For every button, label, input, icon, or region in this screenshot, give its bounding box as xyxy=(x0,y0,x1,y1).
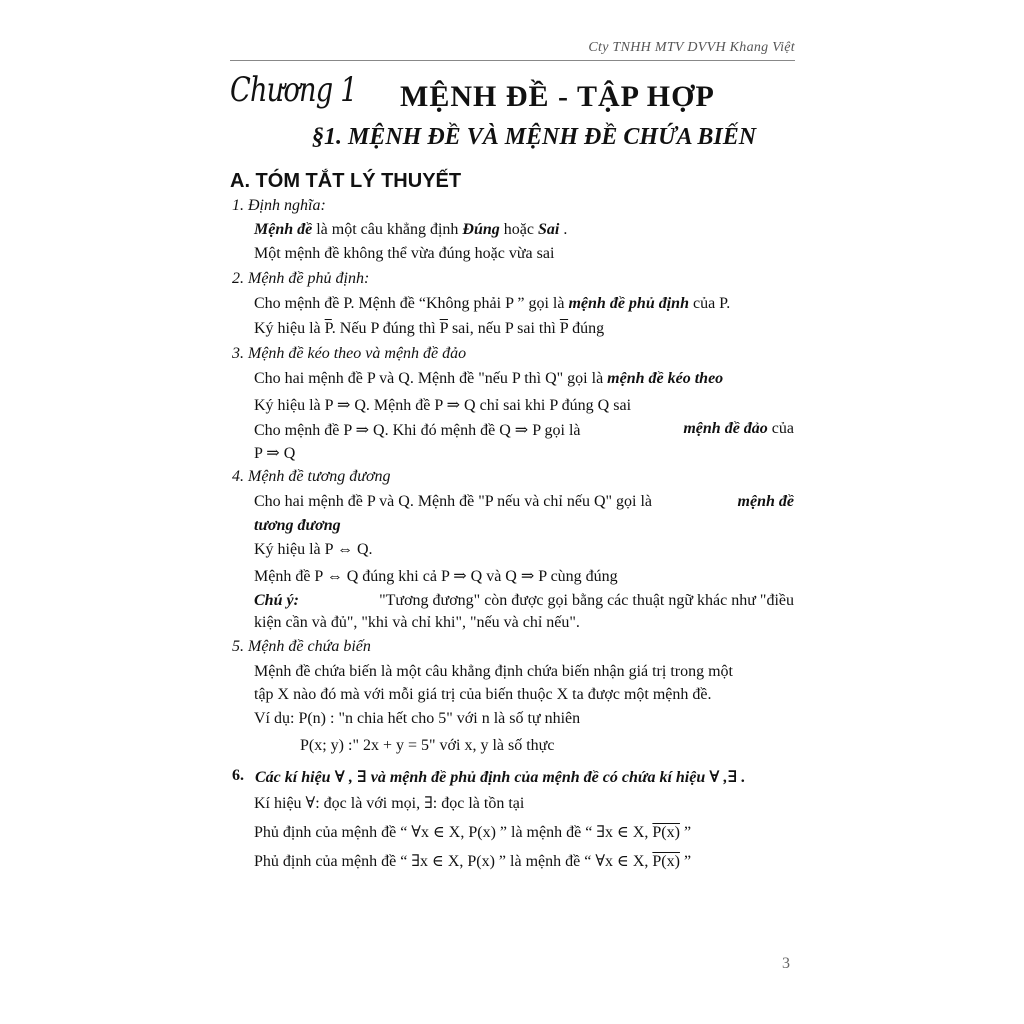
item4-note: Chú ý: "Tương đương" còn được gọi bằng các thuật ngữ khác như "điều xyxy=(254,592,794,609)
item5-line2: tập X nào đó mà với mỗi giá trị của biến thuộc X ta được một mệnh đề. xyxy=(254,686,712,703)
item4-note-cont: kiện cần và đủ", "khi và chỉ khi", "nếu và chỉ nếu". xyxy=(254,614,580,631)
section-subtitle: §1. MỆNH ĐỀ VÀ MỆNH ĐỀ CHỨA BIẾN xyxy=(312,124,757,150)
item6-line1: Kí hiệu ∀: đọc là với mọi, ∃: đọc là tồn tại xyxy=(254,795,525,812)
running-header: Cty TNHH MTV DVVH Khang Việt xyxy=(588,40,795,55)
item2-line1: Cho mệnh đề P. Mệnh đề “Không phải P ” gọi là mệnh đề phủ định của P. xyxy=(254,295,731,312)
item6-line3: Phủ định của mệnh đề “ ∃x ∈ X, P(x) ” là mệnh đề “ ∀x ∈ X, P(x) ” xyxy=(254,853,692,870)
item2-heading: 2. Mệnh đề phủ định: xyxy=(232,270,370,287)
item6-line2: Phủ định của mệnh đề “ ∀x ∈ X, P(x) ” là mệnh đề “ ∃x ∈ X, P(x) ” xyxy=(254,824,692,841)
item5-example1: Ví dụ: P(n) : "n chia hết cho 5" với n là số tự nhiên xyxy=(254,710,581,727)
item5-example2: P(x; y) :" 2x + y = 5" với x, y là số thực xyxy=(300,737,555,754)
chapter-title: MỆNH ĐỀ - TẬP HỢP xyxy=(400,80,715,113)
item4-heading: 4. Mệnh đề tương đương xyxy=(232,468,391,485)
item4-line4: Mệnh đề P ⇔ Q đúng khi cả P ⇒ Q và Q ⇒ P cùng đúng xyxy=(254,568,618,585)
item4-line3: Ký hiệu là P ⇔ Q. xyxy=(254,541,373,558)
item3-heading: 3. Mệnh đề kéo theo và mệnh đề đảo xyxy=(232,345,467,362)
item5-heading: 5. Mệnh đề chứa biến xyxy=(232,638,371,655)
header-rule xyxy=(230,60,795,61)
item2-line2: Ký hiệu là $\overline{P}$. Nếu P đúng thì $\overline{P}$ sai, nếu P sai thì $\overline{P}$ đúng xyxy=(254,320,605,337)
item1-line2: Một mệnh đề không thể vừa đúng hoặc vừa sai xyxy=(254,245,555,262)
section-a-heading: A. TÓM TẮT LÝ THUYẾT xyxy=(230,170,462,192)
item6-number: 6. xyxy=(232,767,244,784)
item6-heading: Các kí hiệu ∀ , ∃ và mệnh đề phủ định của mệnh đề có chứa kí hiệu ∀ ,∃ . xyxy=(255,769,746,786)
item3-line1: Cho hai mệnh đề P và Q. Mệnh đề "nếu P thì Q" gọi là mệnh đề kéo theo xyxy=(254,370,724,387)
chapter-label: Chương 1 xyxy=(230,70,357,110)
page-number: 3 xyxy=(782,955,790,972)
item1-line1: Mệnh đề là một câu khẳng định Đúng hoặc Sai . xyxy=(254,221,568,238)
item3-line4: P ⇒ Q xyxy=(254,445,296,462)
item3-line3: Cho mệnh đề P ⇒ Q. Khi đó mệnh đề Q ⇒ P gọi là mệnh đề đảo của xyxy=(254,420,794,439)
item3-line2: Ký hiệu là P ⇒ Q. Mệnh đề P ⇒ Q chỉ sai khi P đúng Q sai xyxy=(254,397,632,414)
item4-line2: tương đương xyxy=(254,517,341,534)
item4-line1: Cho hai mệnh đề P và Q. Mệnh đề "P nếu và chỉ nếu Q" gọi là mệnh đề xyxy=(254,493,794,510)
item5-line1: Mệnh đề chứa biến là một câu khẳng định chứa biến nhận giá trị trong một xyxy=(254,663,733,680)
item1-heading: 1. Định nghĩa: xyxy=(232,197,326,214)
